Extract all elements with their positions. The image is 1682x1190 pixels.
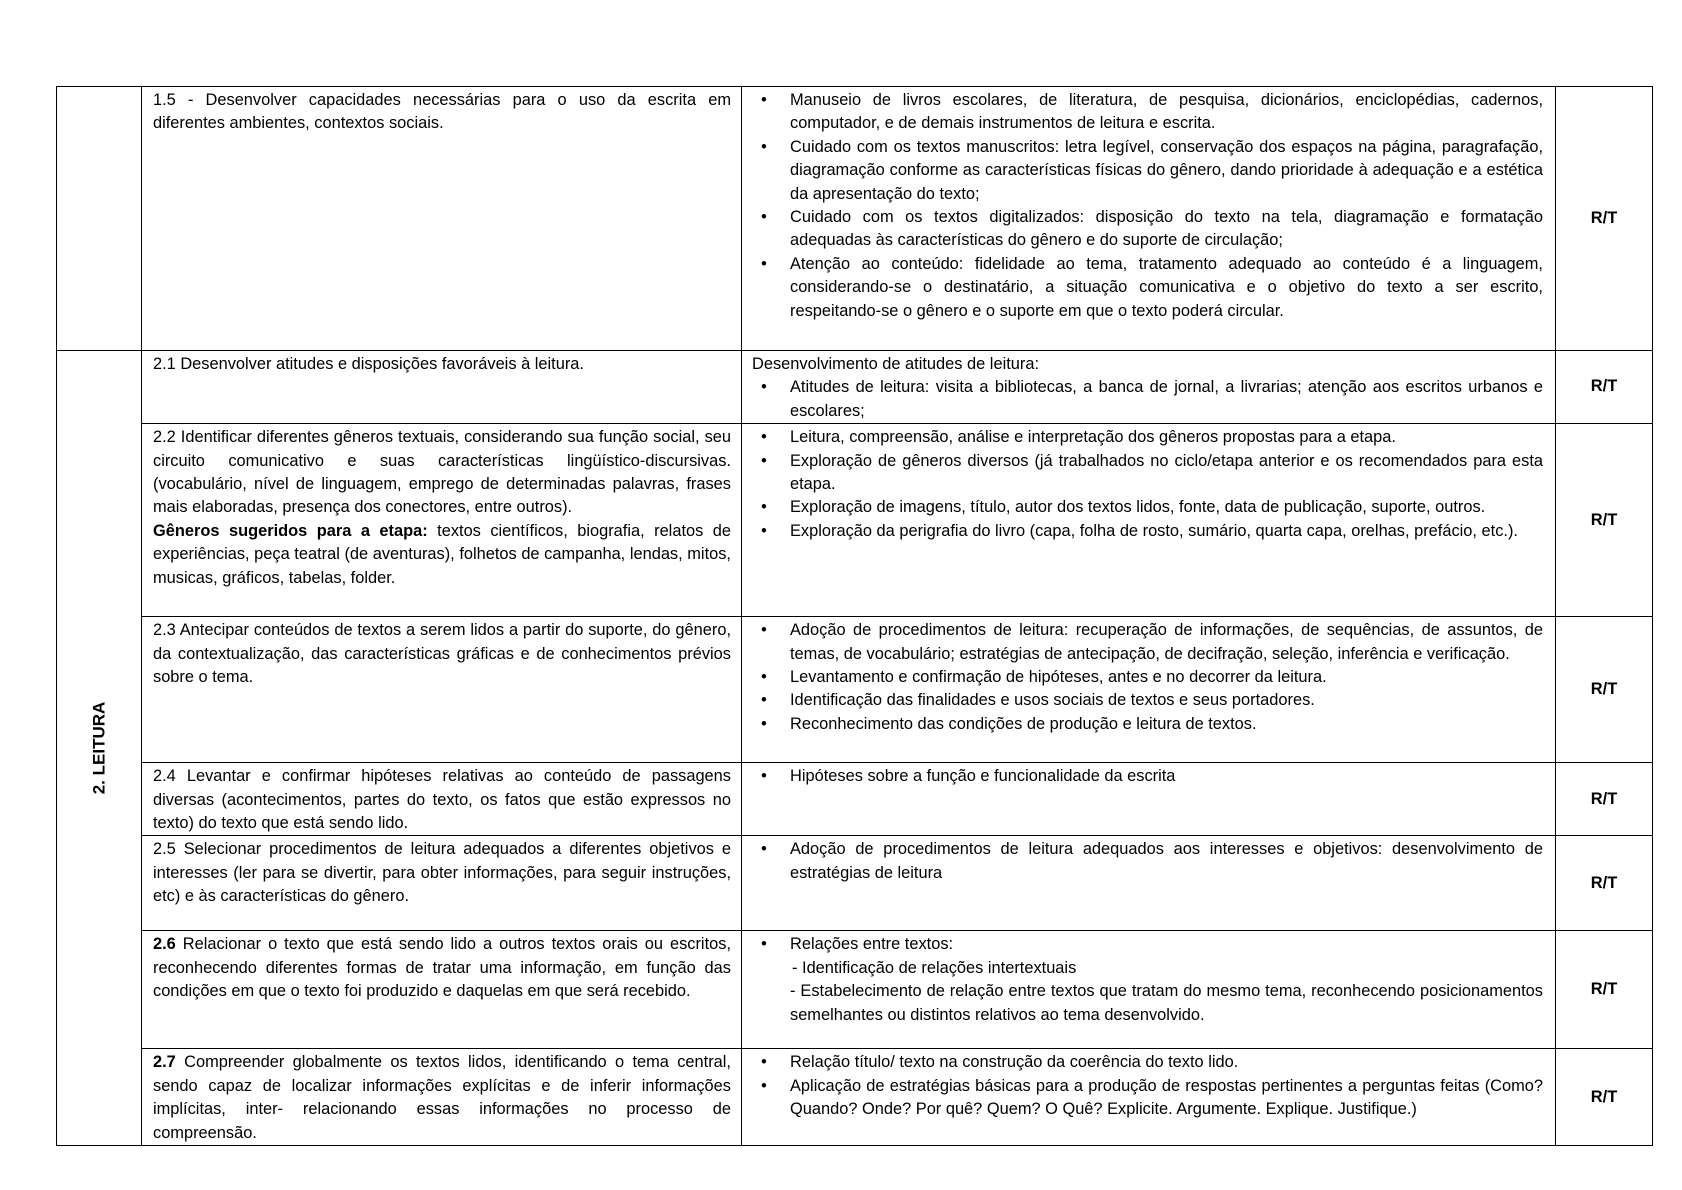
- content-cell: [742, 931, 1556, 1049]
- content-list: [752, 765, 1543, 788]
- list-item: • Relação título/ texto na construção da coerência do texto lido.: [752, 1051, 1543, 1074]
- objective-text: 2.2 Identificar diferentes gêneros textuais, considerando sua função social, seu circuito comunicativo e suas características lingüístico-discursivas. (vocabulário, nível de linguagem, emprego de determinadas palavras, frases mais elaboradas, presença dos conectores, entre outros).: [153, 428, 731, 517]
- objective-cell: [142, 931, 742, 1049]
- content-list: [752, 619, 1543, 736]
- content-cell: [742, 1049, 1556, 1146]
- list-item: • Cuidado com os textos manuscritos: letra legível, conservação dos espaços na página, paragrafação, diagramação conforme as características físicas do gênero, dando prioridade à adequação e a estética da apresentação do texto;: [752, 136, 1543, 206]
- list-item: • Exploração de imagens, título, autor dos textos lidos, fonte, data de publicação, suporte, outros.: [752, 496, 1543, 519]
- content-cell: [742, 617, 1556, 763]
- content-cell: [742, 87, 1556, 351]
- content-list: [752, 89, 1543, 323]
- list-item: • Aplicação de estratégias básicas para a produção de respostas pertinentes a perguntas feitas (Como? Quando? Onde? Por quê? Quem? O Quê? Explicite. Argumente. Explique. Justifique.): [752, 1075, 1543, 1122]
- list-item: • Hipóteses sobre a função e funcionalidade da escrita: [752, 765, 1543, 788]
- content-intro: Desenvolvimento de atitudes de leitura:: [752, 355, 1040, 373]
- curriculum-table: [56, 86, 1653, 1146]
- stage-cell: R/T: [1556, 351, 1653, 424]
- suggested-genres-label: Gêneros sugeridos para a etapa:: [153, 521, 428, 540]
- list-item: • Relações entre textos:: [752, 933, 1543, 956]
- list-item: • Exploração da perigrafia do livro (capa, folha de rosto, sumário, quarta capa, orelhas, prefácio, etc.).: [752, 520, 1543, 543]
- area-cell-empty: [57, 87, 142, 351]
- table-row: [57, 617, 1653, 763]
- objective-text: 1.5 - Desenvolver capacidades necessárias para o uso da escrita em diferentes ambientes, contextos sociais.: [153, 91, 731, 133]
- objective-text: 2.5 Selecionar procedimentos de leitura adequados a diferentes objetivos e interesses (ler para se divertir, para obter informações, para seguir instruções, etc) e às características do gênero.: [153, 840, 731, 906]
- objective-text: 2.3 Antecipar conteúdos de textos a serem lidos a partir do suporte, do gênero, da contextualização, das características gráficas e de conhecimentos prévios sobre o tema.: [153, 621, 731, 687]
- stage-cell: R/T: [1556, 1049, 1653, 1146]
- objective-cell: [142, 1049, 742, 1146]
- table-row: [57, 1049, 1653, 1146]
- list-item: • Leitura, compreensão, análise e interpretação dos gêneros propostas para a etapa.: [752, 426, 1543, 449]
- table-row: [57, 931, 1653, 1049]
- suggested-genres-text: textos científicos, biografia, relatos de experiências, peça teatral (de aventuras), folhetos de campanha, lendas, mitos, musicas, gráficos, tabelas, folder.: [153, 521, 731, 587]
- stage-cell: R/T: [1556, 424, 1653, 617]
- list-item: • Levantamento e confirmação de hipóteses, antes e no decorrer da leitura.: [752, 666, 1543, 689]
- list-item: • Manuseio de livros escolares, de literatura, de pesquisa, dicionários, enciclopédias, cadernos, computador, e de demais instrumentos de leitura e escrita.: [752, 89, 1543, 136]
- stage-cell: R/T: [1556, 836, 1653, 931]
- content-cell: [742, 351, 1556, 424]
- list-item: • Identificação das finalidades e usos sociais de textos e seus portadores.: [752, 689, 1543, 712]
- table-row: [57, 87, 1653, 351]
- objective-cell: [142, 617, 742, 763]
- objective-cell: [142, 87, 742, 351]
- sub-item: - Estabelecimento de relação entre textos que tratam do mesmo tema, reconhecendo posicionamentos semelhantes ou distintos relativos ao tema desenvolvido.: [790, 982, 1543, 1024]
- table-row: [57, 351, 1653, 424]
- objective-text: 2.4 Levantar e confirmar hipóteses relativas ao conteúdo de passagens diversas (acontecimentos, partes do texto, os fatos que estão expressos no texto) do texto que está sendo lido.: [153, 767, 731, 833]
- list-item: • Reconhecimento das condições de produção e leitura de textos.: [752, 713, 1543, 736]
- content-cell: [742, 836, 1556, 931]
- list-item: • Atenção ao conteúdo: fidelidade ao tema, tratamento adequado ao conteúdo é a linguagem, considerando-se o destinatário, a situação comunicativa e o objetivo do texto a ser escrito, respeitando-se o gênero e o suporte em que o texto poderá circular.: [752, 253, 1543, 323]
- list-item: • Exploração de gêneros diversos (já trabalhados no ciclo/etapa anterior e os recomendados para esta etapa.: [752, 450, 1543, 497]
- table-row: [57, 836, 1653, 931]
- objective-cell: [142, 424, 742, 617]
- content-list: [752, 1051, 1543, 1121]
- table-row: [57, 763, 1653, 836]
- objective-text: Relacionar o texto que está sendo lido a outros textos orais ou escritos, reconhecendo diferentes formas de tratar uma informação, em função das condições em que o texto foi produzido e daquelas em que será recebido.: [153, 935, 731, 1001]
- objective-text: 2.1 Desenvolver atitudes e disposições favoráveis à leitura.: [153, 355, 584, 373]
- table-row: [57, 424, 1653, 617]
- stage-cell: R/T: [1556, 931, 1653, 1049]
- objective-number: 2.6: [153, 935, 176, 954]
- content-cell: [742, 424, 1556, 617]
- objective-cell: [142, 351, 742, 424]
- stage-cell: R/T: [1556, 617, 1653, 763]
- content-list: [752, 426, 1543, 543]
- sub-item: - Identificação de relações intertextuais: [792, 958, 1077, 977]
- section-label: 2. LEITURA: [89, 701, 109, 795]
- list-item: • Adoção de procedimentos de leitura adequados aos interesses e objetivos: desenvolvimento de estratégias de leitura: [752, 838, 1543, 885]
- objective-number: 2.7: [153, 1053, 176, 1072]
- stage-cell: R/T: [1556, 763, 1653, 836]
- objective-cell: [142, 836, 742, 931]
- list-item: • Cuidado com os textos digitalizados: disposição do texto na tela, diagramação e formatação adequadas às características do gênero e do suporte de circulação;: [752, 206, 1543, 253]
- content-list: [752, 933, 1543, 956]
- objective-cell: [142, 763, 742, 836]
- content-list: [752, 376, 1543, 423]
- section-label-cell: [57, 351, 142, 1146]
- content-list: [752, 838, 1543, 885]
- content-cell: [742, 763, 1556, 836]
- objective-text: Compreender globalmente os textos lidos, identificando o tema central, sendo capaz de localizar informações explícitas e de inferir informações implícitas, inter- relacionando essas informações no processo de compreensão.: [153, 1053, 731, 1142]
- list-item: • Adoção de procedimentos de leitura: recuperação de informações, de sequências, de assuntos, de temas, de vocabulário; estratégias de antecipação, de decifração, seleção, inferência e verificação.: [752, 619, 1543, 666]
- stage-cell: R/T: [1556, 87, 1653, 351]
- list-item: • Atitudes de leitura: visita a bibliotecas, a banca de jornal, a livrarias; atenção aos escritos urbanos e escolares;: [752, 376, 1543, 423]
